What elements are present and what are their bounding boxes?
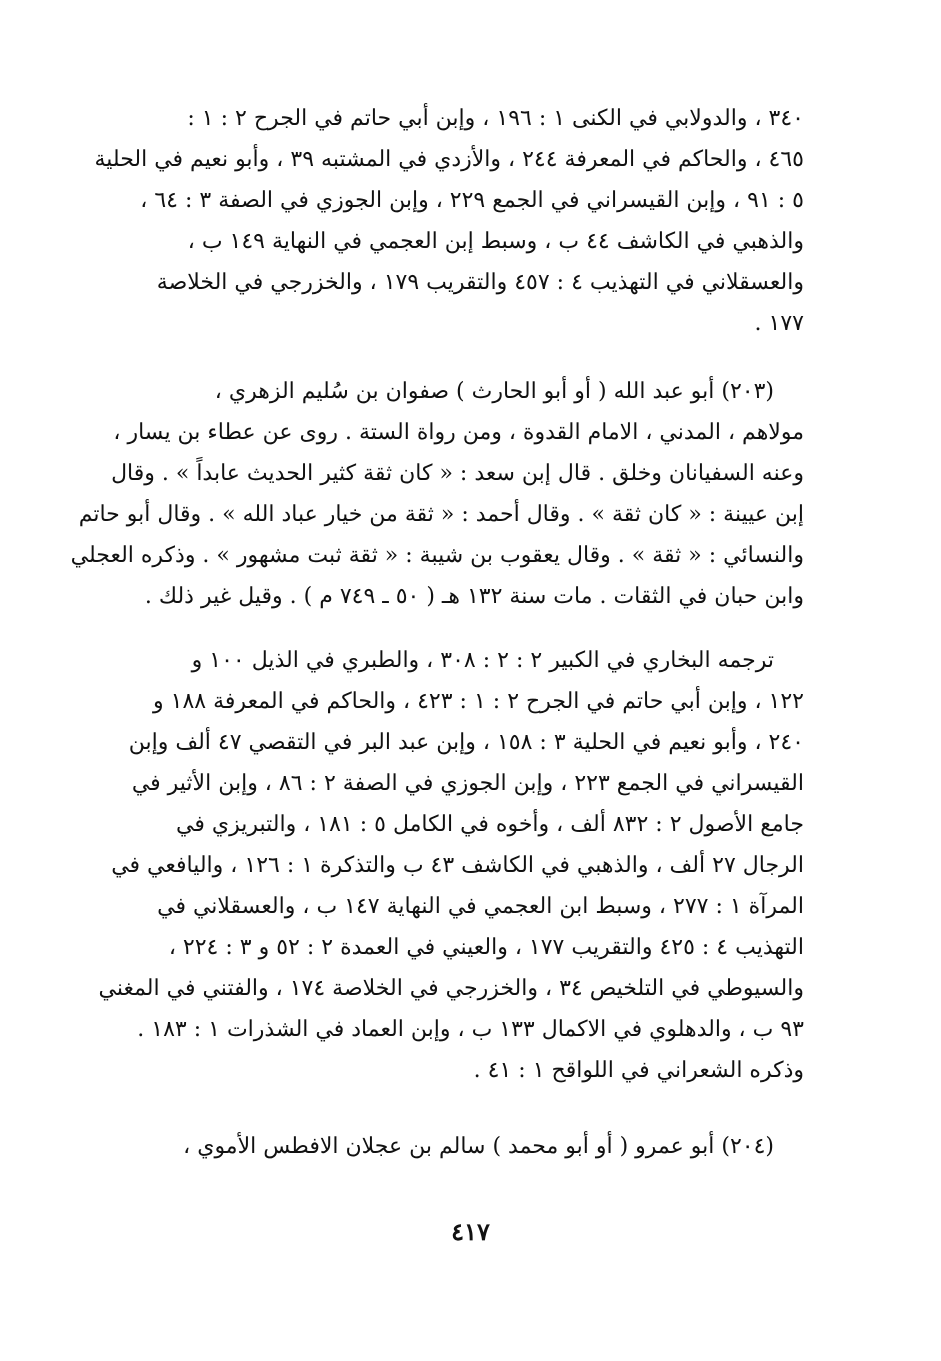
text-line: والسيوطي في التلخيص ٣٤ ، والخزرجي في الخلاصة ١٧٤ ، والفتني في المغني	[98, 976, 804, 1001]
paragraph-entry-203	[70, 371, 804, 617]
text-line: التهذيب ٤ : ٤٢٥ والتقريب ١٧٧ ، والعيني في العمدة ٢ : ٥٢ و ٣ : ٢٢٤ ،	[168, 935, 804, 960]
page-number: ٤١٧	[451, 1217, 490, 1246]
text-line: والنسائي : « ثقة » . وقال يعقوب بن شيبة : « ثقة ثبت مشهور » . وذكره العجلي	[70, 543, 804, 568]
text-line: ٩٣ ب ، والدهلوي في الاكمال ١٣٣ ب ، وإبن العماد في الشذرات ١ : ١٨٣ .	[137, 1017, 804, 1042]
entry-heading-line: (٢٠٤) أبو عمرو ( أو أبو محمد ) سالم بن عجلان الافطس الأموي ،	[183, 1134, 774, 1159]
text-line: وعنه السفيانان وخلق . قال إبن سعد : « كان ثقة كثير الحديث عابداً » . وقال	[111, 461, 804, 486]
text-line: والعسقلاني في التهذيب ٤ : ٤٥٧ والتقريب ١٧٩ ، والخزرجي في الخلاصة	[156, 270, 804, 295]
text-line: وذكره الشعراني في اللواقح ١ : ٤١ .	[473, 1058, 804, 1083]
paragraph-entry-204	[138, 1126, 804, 1167]
text-line: ٢٤٠ ، وأبو نعيم في الحلية ٣ : ١٥٨ ، وإبن عبد البر في التقصي ٤٧ ألف وإبن	[128, 730, 804, 755]
text-line: ١٢٢ ، وإبن أبي حاتم في الجرح ٢ : ١ : ٤٢٣ ، والحاكم في المعرفة ١٨٨ و	[153, 689, 804, 714]
text-line: القيسراني في الجمع ٢٢٣ ، وإبن الجوزي في الصفة ٢ : ٨٦ ، وإبن الأثير في	[131, 771, 804, 796]
text-line: ترجمه البخاري في الكبير ٢ : ٢ : ٣٠٨ ، والطبري في الذيل ١٠٠ و	[191, 648, 774, 673]
text-line: مولاهم ، المدني ، الامام القدوة ، ومن رواة الستة . روى عن عطاء بن يسار ،	[113, 420, 804, 445]
text-line: ٥ : ٩١ ، وإبن القيسراني في الجمع ٢٢٩ ، وإبن الجوزي في الصفة ٣ : ٦٤ ،	[140, 188, 804, 213]
text-line: المرآة ١ : ٢٧٧ ، وسبط ابن العجمي في النهاية ١٤٧ ب ، والعسقلاني في	[157, 894, 804, 919]
text-line: والذهبي في الكاشف ٤٤ ب ، وسبط إبن العجمي في النهاية ١٤٩ ب ،	[187, 229, 804, 254]
text-line: ٣٤٠ ، والدولابي في الكنى ١ : ١٩٦ ، وإبن أبي حاتم في الجرح ٢ : ١ :	[187, 106, 804, 131]
text-line: الرجال ٢٧ ألف ، والذهبي في الكاشف ٤٣ ب والتذكرة ١ : ١٢٦ ، واليافعي في	[111, 853, 804, 878]
text-line: ١٧٧ .	[754, 311, 804, 336]
paragraph-continued-references	[94, 98, 804, 344]
text-line: إبن عيينة : « كان ثقة » . وقال أحمد : « ثقة من خيار عباد الله » . وقال أبو حاتم	[78, 502, 804, 527]
text-line: جامع الأصول ٢ : ٨٣٢ ألف ، وأخوه في الكامل ٥ : ١٨١ ، والتبريزي في	[176, 812, 804, 837]
entry-heading-line: (٢٠٣) أبو عبد الله ( أو أبو الحارث ) صفوان بن سُليم الزهري ،	[214, 379, 774, 404]
paragraph-entry-203-references	[98, 640, 804, 1091]
text-line: وابن حبان في الثقات . مات سنة ١٣٢ هـ ( ٥٠ ـ ٧٤٩ م ) . وقيل غير ذلك .	[144, 584, 804, 609]
text-line: ٤٦٥ ، والحاكم في المعرفة ٢٤٤ ، والأزدي في المشتبه ٣٩ ، وأبو نعيم في الحلية	[94, 147, 804, 172]
